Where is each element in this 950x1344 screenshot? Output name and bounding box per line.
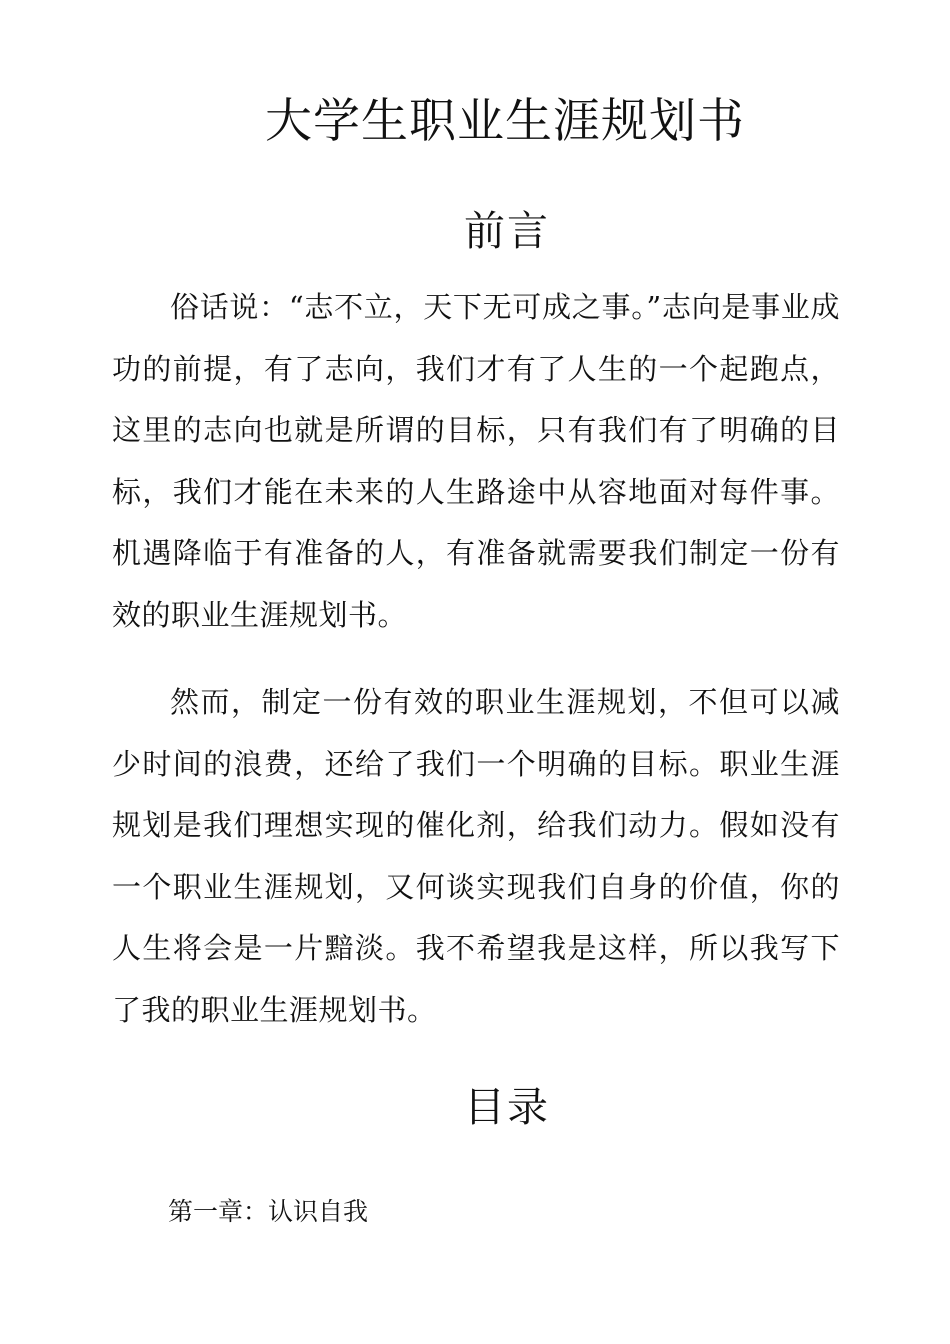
toc-heading: 目录 [464, 1083, 550, 1131]
document-title: 大学生职业生涯规划书 [265, 94, 745, 149]
preface-paragraph-1: 俗话说：“志不立，天下无可成之事。”志向是事业成功的前提，有了志向，我们才有了人生的一个起跑点，这里的志向也就是所谓的目标，只有我们有了明确的目标，我们才能在未来的人生路途中从容地面对每件事。机遇降临于有准备的人，有准备就需要我们制定一份有效的职业生涯规划书。 [112, 290, 840, 632]
toc-item-chapter-1[interactable]: 第一章：认识自我 [168, 1197, 369, 1226]
preface-heading: 前言 [464, 207, 550, 255]
preface-paragraph-2: 然而，制定一份有效的职业生涯规划，不但可以减少时间的浪费，还给了我们一个明确的目标。职业生涯规划是我们理想实现的催化剂，给我们动力。假如没有一个职业生涯规划，又何谈实现我们自身的价值，你的人生将会是一片黯淡。我不希望我是这样，所以我写下了我的职业生涯规划书。 [112, 685, 840, 1027]
